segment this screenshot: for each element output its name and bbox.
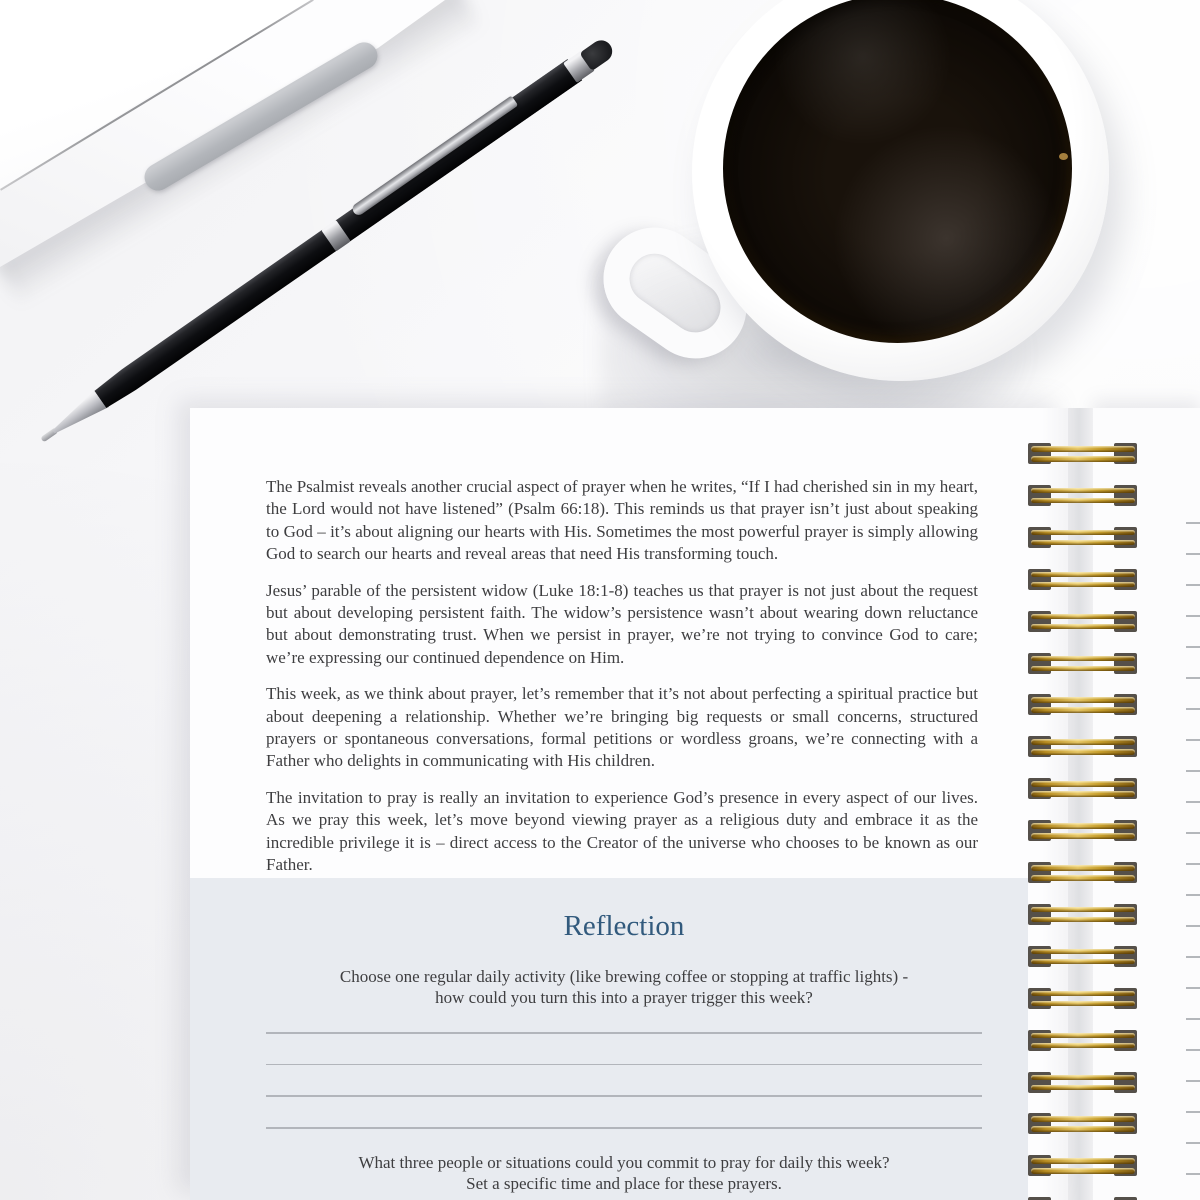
binding-coil	[0, 736, 1200, 758]
coffee-surface	[723, 0, 1072, 343]
coil-wire	[1031, 1116, 1135, 1122]
coil-wire	[1031, 907, 1135, 913]
coil-wire	[1031, 865, 1135, 871]
coil-wire	[1031, 498, 1135, 504]
coil-wire	[1031, 488, 1135, 494]
journal-paragraph: Jesus’ parable of the persistent widow (Luke 18:1-8) teaches us that prayer is not just about the request but about developing persistent faith. The widow’s persistence wasn’t about wearing down reluctance but about demonstrating trust. When we persist in prayer, we’re not trying to convince God to care; we’re expressing our continued dependence on Him.	[266, 580, 978, 667]
writing-line	[266, 1095, 982, 1097]
binding-coil	[0, 1030, 1200, 1052]
binding-coil	[0, 443, 1200, 465]
back-page-ruled-line	[1186, 677, 1200, 679]
coil-wire	[1031, 540, 1135, 546]
coil-wire	[1031, 991, 1135, 997]
question-line: Choose one regular daily activity (like brewing coffee or stopping at traffic lights) -	[339, 967, 909, 986]
coil-wire	[1031, 446, 1135, 452]
coil-wire	[1031, 1158, 1135, 1164]
reflection-heading: Reflection	[563, 910, 685, 942]
coil-wire	[1031, 1126, 1135, 1132]
binding-coil	[0, 1155, 1200, 1177]
journal-paragraph: The Psalmist reveals another crucial aspect of prayer when he writes, “If I had cherished sin in my heart, the Lord would not have listened” (Psalm 66:18). This reminds us that prayer isn’t just about speaking to God – it’s about aligning our hearts with His. Sometimes the most powerful prayer is simply allowing God to search our hearts and reveal areas that need His transforming touch.	[266, 477, 978, 564]
coffee-drip-fleck	[1059, 153, 1068, 160]
coil-wire	[1031, 530, 1135, 536]
back-page-ruled-line	[1186, 770, 1200, 772]
binding-coil	[0, 904, 1200, 926]
back-page-ruled-line	[1186, 894, 1200, 896]
binding-coil	[0, 1113, 1200, 1135]
question-line: how could you turn this into a prayer trigger this week?	[435, 988, 813, 1007]
back-page-ruled-line	[1186, 522, 1200, 524]
binding-coil	[0, 820, 1200, 842]
coil-wire	[1031, 833, 1135, 839]
binding-coil	[0, 1072, 1200, 1094]
binding-coil	[0, 778, 1200, 800]
coil-wire	[1031, 823, 1135, 829]
coil-wire	[1031, 624, 1135, 630]
binding-coil	[0, 694, 1200, 716]
journal-paragraph: The invitation to pray is really an invitation to experience God’s presence in every aspect of our lives. As we pray this week, let’s move beyond viewing prayer as a religious duty and embrace it as the incredible privilege it is – direct access to the Creator of the universe who chooses to be known as our Father.	[266, 787, 978, 875]
coil-wire	[1031, 1043, 1135, 1049]
writing-line	[266, 1064, 982, 1066]
coil-wire	[1031, 666, 1135, 672]
back-page-ruled-line	[1186, 553, 1200, 555]
binding-coil	[0, 988, 1200, 1010]
coil-wire	[1031, 781, 1135, 787]
coil-wire	[1031, 791, 1135, 797]
binding-coil	[0, 485, 1200, 507]
journal-body-text	[190, 408, 1068, 891]
coil-wire	[1031, 959, 1135, 965]
back-page-ruled-line	[1186, 646, 1200, 648]
back-page-ruled-line	[1186, 801, 1200, 803]
coil-wire	[1031, 1168, 1135, 1174]
binding-coil	[0, 862, 1200, 884]
coil-wire	[1031, 1033, 1135, 1039]
coil-wire	[1031, 1085, 1135, 1091]
journal-paragraph: This week, as we think about prayer, let’s remember that it’s not about perfecting a spiritual practice but about deepening a relationship. Whether we’re bringing big requests or small concerns, structured prayers or spontaneous conversations, formal petitions or wordless groans, we’re connecting with a Father who delights in communicating with His children.	[266, 684, 978, 771]
coil-wire	[1031, 707, 1135, 713]
question-line: Set a specific time and place for these prayers.	[466, 1174, 782, 1193]
back-page-ruled-line	[1186, 1018, 1200, 1020]
coil-wire	[1031, 614, 1135, 620]
pen-clip	[350, 96, 518, 218]
coil-wire	[1031, 697, 1135, 703]
coil-wire	[1031, 582, 1135, 588]
coil-wire	[1031, 572, 1135, 578]
coil-wire	[1031, 749, 1135, 755]
coil-wire	[1031, 656, 1135, 662]
back-page-ruled-line	[1186, 1142, 1200, 1144]
binding-coil	[0, 527, 1200, 549]
coil-wire	[1031, 739, 1135, 745]
coil-wire	[1031, 875, 1135, 881]
binding-coil	[0, 653, 1200, 675]
question-line: What three people or situations could you commit to pray for daily this week?	[358, 1153, 890, 1172]
coil-wire	[1031, 949, 1135, 955]
binding-coil	[0, 946, 1200, 968]
coil-wire	[1031, 917, 1135, 923]
coil-wire	[1031, 456, 1135, 462]
binding-coil	[0, 569, 1200, 591]
coil-wire	[1031, 1075, 1135, 1081]
coil-wire	[1031, 1001, 1135, 1007]
binding-coil	[0, 611, 1200, 633]
